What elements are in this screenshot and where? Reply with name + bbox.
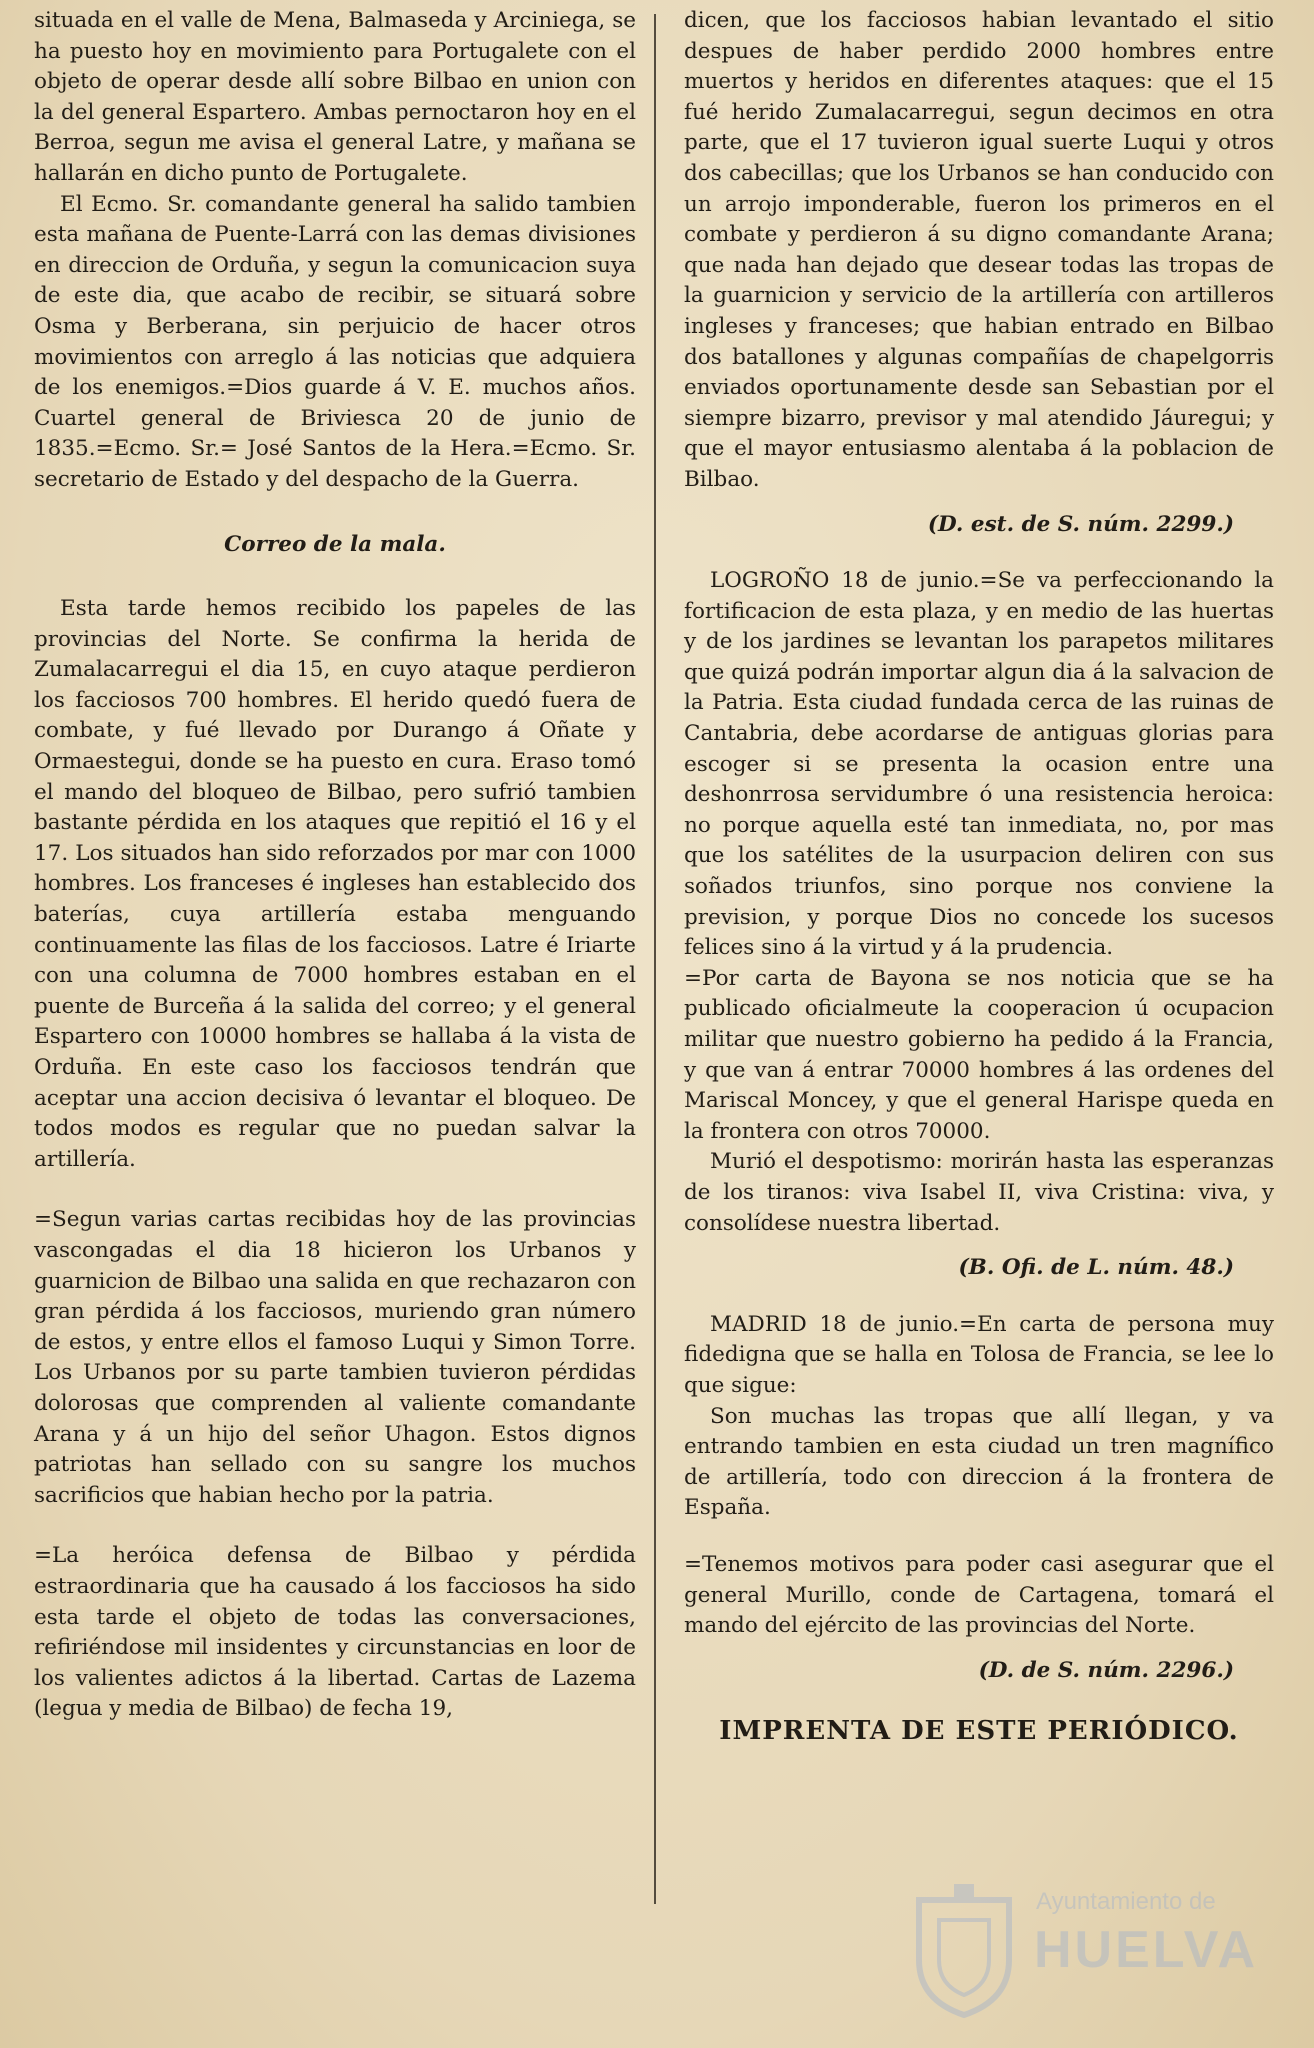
imprint-footer: IMPRENTA DE ESTE PERIÓDICO. [719,1716,1239,1747]
left-column [34,6,636,1725]
source-citation: (D. est. de S. núm. 2299.) [927,511,1234,537]
article-paragraph: Murió el despotismo: morirán hasta las esperanzas de los tiranos: viva Isabel II, viva Cristina: viva, y consolídese nuestra libertad. [684,1149,1274,1236]
article-paragraph: =La heróica defensa de Bilbao y pérdida estraordinaria que ha causado á los facciosos ha sido esta tarde el objeto de todas las conversaciones, refiriéndose mil insidentes y circunstancias en loor de los valientes adictos á la libertad. Cartas de Lazema (legua y media de Bilbao) de fecha 19, [34,1543,636,1722]
watermark-line1: Ayuntamiento de [1036,1888,1216,1915]
watermark-line2: HUELVA [1034,1921,1259,1979]
column-divider [654,14,656,1904]
coat-of-arms-icon [904,1880,1024,2020]
article-paragraph: dicen, que los facciosos habian levantado el sitio despues de haber perdido 2000 hombres entre muertos y heridos en diferentes ataques: que el 15 fué herido Zumalacarregui, segun decimos en otra parte, que el 17 tuvieron igual suerte Luqui y otros dos cabecillas; que los Urbanos se han conducido con un arrojo imponderable, fueron los primeros en el combate y perdieron á su digno comandante Arana; que nada han dejado que desear todas las tropas de la guarnicion y servicio de la artillería con artilleros ingleses y franceses; que habian entrado en Bilbao dos batallones y algunas compañías de chapelgorris enviados oportunamente desde san Sebastian por el siempre bizarro, previsor y mal atendido Jáuregui; y que el mayor entusiasmo alentaba á la poblacion de Bilbao. [684,8,1274,492]
article-paragraph: =Segun varias cartas recibidas hoy de las provincias vascongadas el dia 18 hicieron los Urbanos y guarnicion de Bilbao una salida en que rechazaron con gran pérdida á los facciosos, muriendo gran número de estos, y entre ellos el famoso Luqui y Simon Torre. Los Urbanos por su parte tambien tuvieron pérdidas dolorosas que comprenden al valiente comandante Arana y á un hijo del señor Uhagon. Estos dignos patriotas han sellado con su sangre los muchos sacrificios que habian hecho por la patria. [34,1207,636,1508]
source-citation: (B. Ofi. de L. núm. 48.) [958,1255,1234,1281]
article-paragraph: LOGROÑO 18 de junio.=Se va perfeccionando la fortificacion de esta plaza, y en medio de las huertas y de los jardines se levantan los parapetos militares que quizá podrán importar algun dia á la salvacion de la Patria. Esta ciudad fundada cerca de las ruinas de Cantabria, debe acordarse de antiguas glorias para escoger si se presenta la ocasion entre una deshonrrosa servidumbre ó una resistencia heroica: no porque aquella esté tan inmediata, no, por mas que los satélites de la usurpacion deliren con sus soñados triunfos, sino porque nos conviene la prevision, y porque Dios no concede los sucesos felices sino á la virtud y á la prudencia. [684,568,1274,961]
article-paragraph: Esta tarde hemos recibido los papeles de las provincias del Norte. Se confirma la herida de Zumalacarregui el dia 15, en cuyo ataque perdieron los facciosos 700 hombres. El herido quedó fuera de combate, y fué llevado por Durango á Oñate y Ormaestegui, donde se ha puesto en cura. Eraso tomó el mando del bloqueo de Bilbao, pero sufrió tambien bastante pérdida en los ataques que repitió el 16 y el 17. Los situados han sido reforzados por mar con 1000 hombres. Los franceses é ingleses han establecido dos baterías, cuya artillería estaba menguando continuamente las filas de los facciosos. Latre é Iriarte con una columna de 7000 hombres estaban en el puente de Burceña á la salida del correo; y el general Espartero con 10000 hombres se hallaba á la vista de Orduña. En este caso los facciosos tendrán que aceptar una accion decisiva ó levantar el bloqueo. De todos modos es regular que no puedan salvar la artillería. [34,596,636,1172]
right-column [684,6,1274,1747]
article-paragraph: El Ecmo. Sr. comandante general ha salido tambien esta mañana de Puente-Larrá con las demas divisiones en direccion de Orduña, y segun la comunicacion suya de este dia, que acabo de recibir, se situará sobre Osma y Berberana, sin perjuicio de hacer otros movimientos con arreglo á las noticias que adquiera de los enemigos.=Dios guarde á V. E. muchos años. Cuartel general de Briviesca 20 de junio de 1835.=Ecmo. Sr.= José Santos de la Hera.=Ecmo. Sr. secretario de Estado y del despacho de la Guerra. [34,191,636,492]
article-paragraph: =Por carta de Bayona se nos noticia que se ha publicado oficialmeute la cooperacion ú ocupacion militar que nuestro gobierno ha pedido á la Francia, y que van á entrar 70000 hombres á las ordenes del Mariscal Moncey, y que el general Harispe queda en la frontera con otros 70000. [684,965,1274,1144]
section-heading: Correo de la mala. [224,531,446,557]
source-citation: (D. de S. núm. 2296.) [978,1657,1234,1683]
article-paragraph: situada en el valle de Mena, Balmaseda y Arciniega, se ha puesto hoy en movimiento para Portugalete con el objeto de operar desde allí sobre Bilbao en union con la del general Espartero. Ambas pernoctaron hoy en el Berroa, segun me avisa el general Latre, y mañana se hallarán en dicho punto de Portugalete. [34,8,636,186]
article-paragraph: =Tenemos motivos para poder casi asegurar que el general Murillo, conde de Cartagena, tomará el mando del ejército de las provincias del Norte. [684,1551,1274,1639]
watermark [904,1880,1274,2020]
article-paragraph: MADRID 18 de junio.=En carta de persona muy fidedigna que se halla en Tolosa de Francia, se lee lo que sigue: [684,1311,1274,1398]
article-paragraph: Son muchas las tropas que allí llegan, y va entrando tambien en esta ciudad un tren magnífico de artillería, todo con direccion á la frontera de España. [684,1403,1274,1521]
